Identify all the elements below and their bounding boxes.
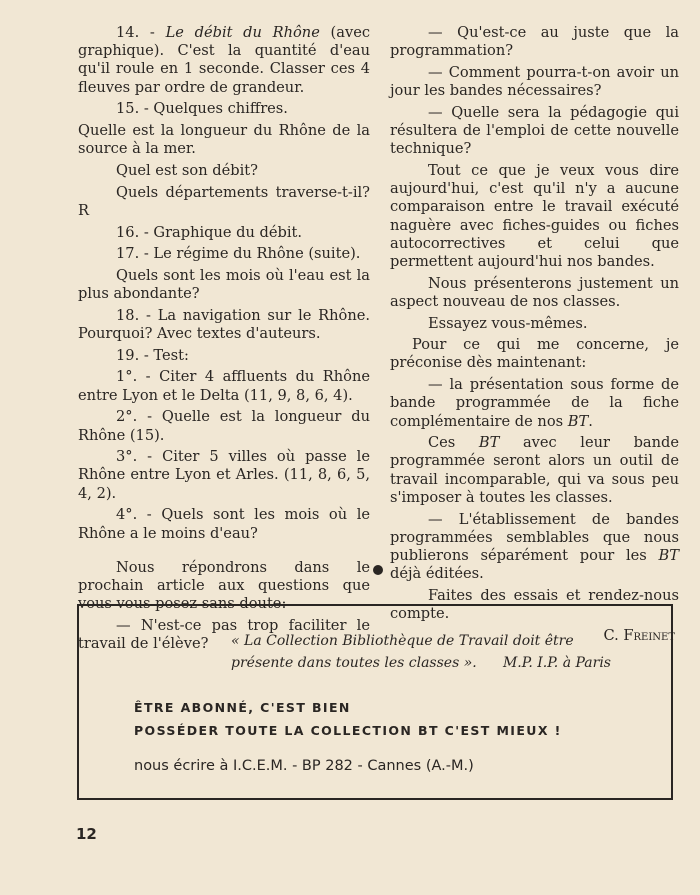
right-column (390, 24, 679, 660)
paragraph-left-7: 17. - Le régime du Rhône (suite). (116, 245, 361, 263)
paragraph-right-4: Tout ce que je veux vous dire aujourd'hui, c'est qu'il n'y a aucune comparaison entre le travail exécuté naguère avec fiches-guides ou fiches autocorrectives et celui que permettent aujourd'hui nos bandes. (390, 161, 679, 270)
paragraph-right-6: Essayez vous-mêmes. (428, 314, 588, 332)
paragraph-right-1: — Qu'est-ce au juste que la programmation? (390, 24, 679, 60)
paragraph-left-3: Quelle est la longueur du Rhône de la source à la mer. (78, 122, 370, 158)
paragraph-right-3: — Quelle sera la pédagogie qui résultera de l'emploi de cette nouvelle technique? (390, 103, 679, 158)
paragraph-left-2: 15. - Quelques chiffres. (116, 100, 288, 118)
page-number: 12 (76, 825, 97, 843)
paragraph-left-11: 1°. - Citer 4 affluents du Rhône entre Lyon et le Delta (11, 9, 8, 6, 4). (78, 368, 370, 404)
paragraph-right-9: Ces BT avec leur bande programmée seront alors un outil de travail incomparable, qui va sous peu s'imposer à toutes les classes. (390, 434, 679, 506)
paragraph-left-10: 19. - Test: (116, 346, 189, 364)
paragraph-right-7: Pour ce qui me concerne, je préconise dès maintenant: (390, 336, 679, 372)
promo-text (134, 696, 634, 742)
paragraph-left-8: Quels sont les mois où l'eau est la plus abondante? (78, 266, 370, 303)
promo-line-1: ÊTRE ABONNÉ, C'EST BIEN (134, 700, 351, 715)
paragraph-right-2: — Comment pourra-t-on avoir un jour les bandes nécessaires? (390, 63, 679, 100)
paragraph-left-9: 18. - La navigation sur le Rhône. Pourquoi? Avec textes d'auteurs. (78, 306, 370, 343)
paragraph-left-4: Quel est son débit? (116, 161, 258, 179)
quote-attribution: M.P. I.P. à Paris (502, 655, 611, 671)
bullet-separator (373, 565, 383, 575)
contact-address: nous écrire à I.C.E.M. - BP 282 - Cannes (A.-M.) (134, 758, 474, 774)
author-signature: C. Freinet (603, 627, 675, 645)
subscription-box (77, 604, 673, 800)
paragraph-right-10: — L'établissement de bandes programmées semblables que nous publierons séparément pour les BT déjà éditées. (390, 510, 679, 583)
paragraph-left-5: Quels départements traverse-t-il? R (78, 183, 370, 219)
paragraph-left-12: 2°. - Quelle est la longueur du Rhône (15). (78, 408, 370, 444)
paragraph-right-5: Nous présenterons justement un aspect nouveau de nos classes. (390, 274, 679, 310)
quote-text: « La Collection Bibliothèque de Travail doit être présente dans toutes les classes ». (231, 633, 574, 671)
paragraph-left-14: 4°. - Quels sont les mois où le Rhône a le moins d'eau? (78, 506, 370, 542)
paragraph-right-11: Faites des essais et rendez-nous compte. (390, 586, 679, 623)
paragraph-left-15: Nous répondrons dans le prochain article aux questions que vous vous posez sans doute: (78, 558, 370, 613)
promo-line-2: POSSÉDER TOUTE LA COLLECTION BT C'EST MIEUX ! (134, 723, 562, 738)
paragraph-left-16: — N'est-ce pas trop faciliter le travail de l'élève? (78, 616, 370, 653)
left-column (78, 24, 370, 657)
paragraph-left-13: 3°. - Citer 5 villes où passe le Rhône entre Lyon et Arles. (11, 8, 6, 5, 4, 2). (78, 448, 370, 502)
quote-block (231, 630, 611, 674)
paragraph-left-1: 14. - Le débit du Rhône (avec graphique). C'est la quantité d'eau qu'il roule en 1 seconde. Classer ces 4 fleuves par ordre de grandeur. (78, 24, 371, 96)
paragraph-left-6: 16. - Graphique du débit. (116, 223, 303, 241)
paragraph-right-8: — la présentation sous forme de bande programmée de la fiche complémentaire de nos BT. (390, 376, 679, 430)
